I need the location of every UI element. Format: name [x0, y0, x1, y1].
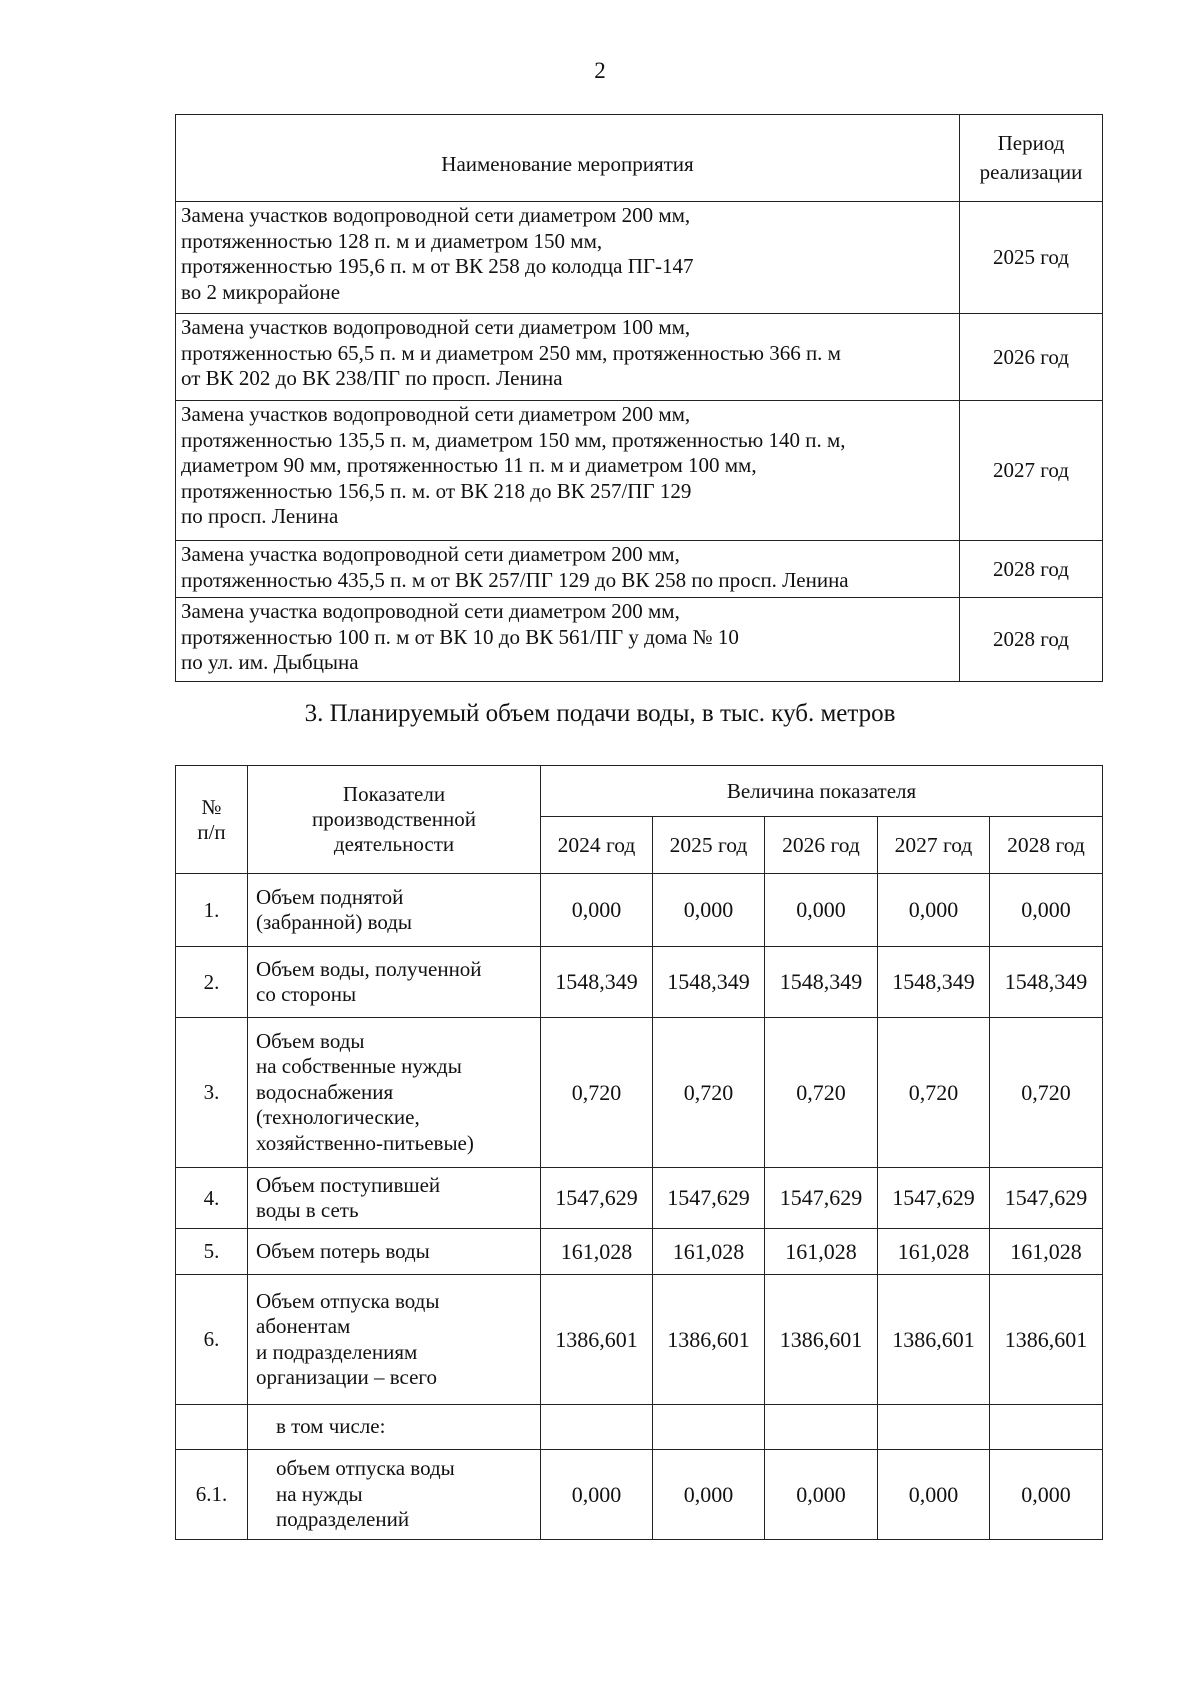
water-volume-table — [175, 765, 1103, 1540]
value-cell: 0,000 — [765, 874, 878, 947]
text-line: абонентам — [256, 1314, 351, 1338]
text-line: от ВК 202 до ВК 238/ПГ по просп. Ленина — [181, 366, 563, 390]
measure-name — [176, 598, 960, 682]
value-cell: 1548,349 — [878, 947, 990, 1018]
text-line: Объем поступившей — [256, 1172, 441, 1197]
indicator-name — [248, 1275, 541, 1405]
value-cell: 1386,601 — [990, 1275, 1103, 1405]
value-cell: 0,000 — [990, 1450, 1103, 1540]
table-row — [176, 1229, 1103, 1275]
indicator-name — [248, 1450, 541, 1540]
header-year: 2026 год — [765, 817, 878, 874]
table-row — [176, 1018, 1103, 1168]
text-line: протяженностью 135,5 п. м, диаметром 150 мм, протяженностью 140 п. м, — [181, 427, 846, 452]
value-cell: 1547,629 — [878, 1168, 990, 1229]
table-row — [176, 401, 1103, 541]
value-cell: 1386,601 — [765, 1275, 878, 1405]
table-row — [176, 1168, 1103, 1229]
value-cell: 0,000 — [653, 1450, 765, 1540]
indicator-name — [248, 1405, 541, 1450]
value-cell — [653, 1405, 765, 1450]
measure-period: 2027 год — [960, 401, 1103, 541]
text-line: диаметром 90 мм, протяженностью 11 п. м и диаметром 100 мм, — [181, 453, 757, 477]
row-number: 1. — [176, 874, 248, 947]
table-row — [176, 598, 1103, 682]
text-line: протяженностью 195,6 п. м от ВК 258 до колодца ПГ-147 — [181, 254, 694, 278]
text-line: Объем поднятой — [256, 884, 404, 909]
text-line: Замена участков водопроводной сети диаметром 200 мм, — [181, 203, 691, 227]
text-line: в том числе: — [276, 1414, 386, 1439]
text-line: Объем потерь воды — [256, 1238, 430, 1263]
header-measure-name: Наименование мероприятия — [176, 115, 960, 202]
text-line: протяженностью 128 п. м и диаметром 150 мм, — [181, 228, 603, 253]
measure-name — [176, 314, 960, 401]
value-cell: 0,000 — [878, 874, 990, 947]
text-line: на нужды — [276, 1481, 363, 1506]
table-row — [176, 947, 1103, 1018]
text-line: на собственные нужды — [256, 1054, 462, 1079]
measure-period: 2028 год — [960, 598, 1103, 682]
text-line: № — [201, 794, 222, 819]
value-cell — [990, 1405, 1103, 1450]
value-cell: 1547,629 — [990, 1168, 1103, 1229]
table-row — [176, 314, 1103, 401]
measures-table-header — [176, 115, 1103, 202]
value-cell: 1547,629 — [765, 1168, 878, 1229]
text-line: Замена участка водопроводной сети диаметром 200 мм, — [181, 599, 680, 623]
text-line: Объем воды — [256, 1028, 365, 1053]
row-number: 6. — [176, 1275, 248, 1405]
text-line: (забранной) воды — [256, 910, 413, 934]
value-cell: 161,028 — [878, 1229, 990, 1275]
table-row — [176, 1275, 1103, 1405]
header-period-line: реализации — [979, 160, 1083, 184]
value-cell: 1386,601 — [653, 1275, 765, 1405]
text-line: по просп. Ленина — [181, 504, 339, 528]
text-line: Замена участков водопроводной сети диаметром 100 мм, — [181, 315, 691, 339]
header-period — [960, 115, 1103, 202]
header-period-line: Период — [997, 131, 1065, 155]
value-cell: 0,000 — [541, 1450, 653, 1540]
value-cell: 1548,349 — [765, 947, 878, 1018]
volume-table-header-row — [176, 766, 1103, 817]
value-cell: 1386,601 — [541, 1275, 653, 1405]
value-cell: 161,028 — [765, 1229, 878, 1275]
measure-period: 2025 год — [960, 202, 1103, 314]
measure-period: 2026 год — [960, 314, 1103, 401]
value-cell: 0,720 — [653, 1018, 765, 1168]
value-cell: 1386,601 — [878, 1275, 990, 1405]
indicator-name — [248, 874, 541, 947]
value-cell: 0,720 — [541, 1018, 653, 1168]
value-cell: 0,720 — [765, 1018, 878, 1168]
text-line: и подразделениям — [256, 1339, 418, 1364]
text-line: (технологические, — [256, 1105, 420, 1130]
row-number: 5. — [176, 1229, 248, 1275]
measure-name — [176, 401, 960, 541]
row-number: 4. — [176, 1168, 248, 1229]
indicator-name — [248, 947, 541, 1018]
measure-name — [176, 541, 960, 598]
text-line: воды в сеть — [256, 1198, 359, 1222]
measures-table — [175, 114, 1103, 682]
value-cell: 161,028 — [653, 1229, 765, 1275]
text-line: организации – всего — [256, 1365, 438, 1389]
header-year: 2025 год — [653, 817, 765, 874]
header-year: 2024 год — [541, 817, 653, 874]
value-cell: 1548,349 — [653, 947, 765, 1018]
header-indicator — [248, 766, 541, 874]
text-line: деятельности — [333, 832, 455, 856]
text-line: Замена участков водопроводной сети диаметром 200 мм, — [181, 402, 691, 426]
text-line: подразделений — [276, 1507, 410, 1532]
text-line: объем отпуска воды — [276, 1456, 455, 1481]
text-line: Объем воды, полученной — [256, 956, 482, 981]
value-cell: 0,720 — [878, 1018, 990, 1168]
text-line: по ул. им. Дыбцына — [181, 650, 359, 674]
measure-period: 2028 год — [960, 541, 1103, 598]
row-number: 3. — [176, 1018, 248, 1168]
value-cell — [541, 1405, 653, 1450]
value-cell: 1548,349 — [990, 947, 1103, 1018]
measure-name — [176, 202, 960, 314]
text-line: протяженностью 100 п. м от ВК 10 до ВК 561/ПГ у дома № 10 — [181, 624, 739, 649]
header-year: 2027 год — [878, 817, 990, 874]
page-number: 2 — [594, 58, 606, 83]
table-row — [176, 874, 1103, 947]
value-cell: 0,000 — [541, 874, 653, 947]
text-line: протяженностью 435,5 п. м от ВК 257/ПГ 129 до ВК 258 по просп. Ленина — [181, 567, 849, 592]
section-title: 3. Планируемый объем подачи воды, в тыс. куб. метров — [304, 700, 896, 727]
row-number: 2. — [176, 947, 248, 1018]
indicator-name — [248, 1018, 541, 1168]
value-cell: 1547,629 — [541, 1168, 653, 1229]
value-cell: 1547,629 — [653, 1168, 765, 1229]
text-line: водоснабжения — [256, 1079, 394, 1104]
text-line: производственной — [312, 807, 476, 831]
header-year: 2028 год — [990, 817, 1103, 874]
indicator-name — [248, 1229, 541, 1275]
value-cell: 0,720 — [990, 1018, 1103, 1168]
row-number — [176, 1405, 248, 1450]
value-cell — [765, 1405, 878, 1450]
text-line: п/п — [197, 819, 226, 844]
table-row — [176, 541, 1103, 598]
table-row — [176, 202, 1103, 314]
text-line: во 2 микрорайоне — [181, 279, 341, 304]
value-cell: 161,028 — [541, 1229, 653, 1275]
text-line: Замена участка водопроводной сети диаметром 200 мм, — [181, 542, 680, 566]
text-line: протяженностью 156,5 п. м. от ВК 218 до ВК 257/ПГ 129 — [181, 478, 692, 503]
value-cell: 0,000 — [878, 1450, 990, 1540]
header-row-number — [176, 766, 248, 874]
value-cell: 1548,349 — [541, 947, 653, 1018]
text-line: Показатели — [342, 782, 446, 806]
value-cell: 0,000 — [765, 1450, 878, 1540]
table-row — [176, 1405, 1103, 1450]
value-cell: 0,000 — [990, 874, 1103, 947]
value-cell: 161,028 — [990, 1229, 1103, 1275]
text-line: хозяйственно-питьевые) — [256, 1130, 474, 1155]
table-row — [176, 1450, 1103, 1540]
text-line: Объем отпуска воды — [256, 1288, 440, 1313]
header-value-group: Величина показателя — [541, 766, 1103, 817]
text-line: протяженностью 65,5 п. м и диаметром 250 мм, протяженностью 366 п. м — [181, 340, 841, 365]
row-number: 6.1. — [176, 1450, 248, 1540]
indicator-name — [248, 1168, 541, 1229]
text-line: со стороны — [256, 982, 357, 1006]
value-cell: 0,000 — [653, 874, 765, 947]
value-cell — [878, 1405, 990, 1450]
